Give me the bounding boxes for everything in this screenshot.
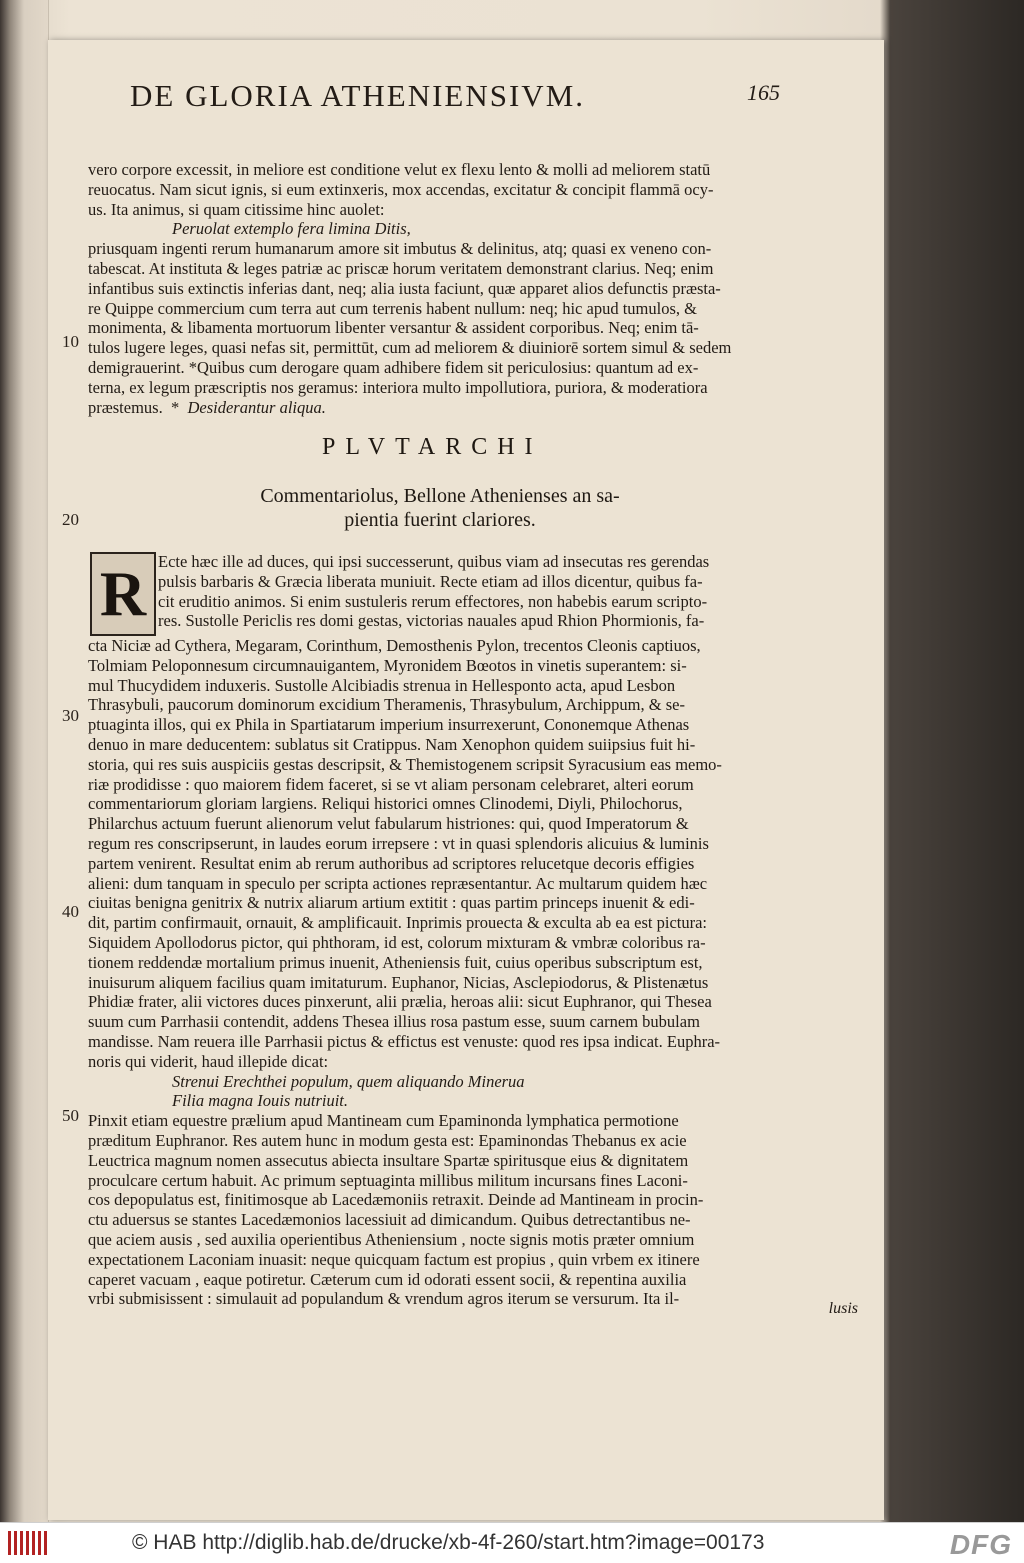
section-title: PLVTARCHI	[322, 434, 543, 460]
text-line: cit eruditio animos. Si enim sustuleris rerum effectores, non habebis earum scripto-	[158, 591, 708, 611]
margin-line-number: 30	[62, 706, 79, 725]
text-line: commentariorum gloriam largiens. Reliqui historici omnes Clinodemi, Diyli, Philochorus,	[88, 794, 683, 814]
text-line: denuo in mare deducentem: sublatus sit Cratippus. Nam Xenophon quidem suiipsius fuit hi-	[88, 734, 696, 754]
subtitle-line: pientia fuerint clariores.	[344, 509, 536, 531]
note-marker: *	[170, 397, 180, 417]
text-line: dit, partim confirmauit, ornauit, & amplificauit. Inprimis prouecta & exculta ab ea est pictura:	[88, 913, 708, 933]
margin-line-number: 20	[62, 510, 79, 529]
header-title: DE GLORIA ATHENIENSIVM.	[130, 78, 586, 113]
text-line: storia, qui res suis auspiciis gestas descripsit, & Themistogenem scripsit Syracusium eas memo-	[88, 754, 722, 774]
text-line: Siquidem Apollodorus pictor, qui phthoram, id est, colorum mixturam & vmbræ coloribus ra-	[88, 932, 706, 952]
text-block-indented	[158, 552, 782, 631]
margin-line-number: 40	[62, 902, 79, 921]
margin-line-number: 10	[62, 332, 79, 351]
text-line: monimenta, & libamenta mortuorum libenter versantur & assident corporibus. Neq; enim tā-	[88, 318, 699, 338]
text-block-one	[88, 160, 782, 417]
text-line: riæ prodidisse : quo maiorem fidem faceret, si se vt aliam personam celebraret, alteri eorum	[88, 774, 694, 794]
text-line: vrbi submisissent : simulauit ad populandum & vrendum agros iterum se versurum. Ita il-	[88, 1289, 680, 1309]
verse-line: Strenui Erechthei populum, quem aliquando Minerua	[172, 1071, 525, 1091]
drop-cap: R	[90, 552, 156, 636]
text-block-two	[88, 636, 782, 1309]
text-line: reuocatus. Nam sicut ignis, si eum extinxeris, mox accendas, excitatur & concipit flammā ocy-	[88, 179, 714, 199]
text-line: Ecte hæc ille ad duces, qui ipsi successerunt, quibus viam ad insecutas res gerendas	[158, 552, 710, 571]
text-line: proculcare certum habuit. Ac primum septuaginta millibus militum incursans fines Laconi-	[88, 1170, 688, 1190]
editorial-note: Desiderantur aliqua.	[187, 397, 326, 417]
text-line: re Quippe commercium cum terra aut cum terrenis habent nullum: neq; hic apud tumulos, &	[88, 298, 697, 318]
text-line: tulos lugere leges, quasi nefas sit, permittūt, cum ad meliorem & diuiniorē sortem simul & sedem	[88, 338, 732, 358]
text-line: Thrasybuli, paucorum dominorum excidium Theramenis, Thrasybulum, Archippum, & se-	[88, 695, 685, 715]
text-line: tabescat. At instituta & leges patriæ ac priscæ horum veritatem demonstrant clarius. Neq; enim	[88, 258, 714, 278]
text-line: regum res conscripserunt, in laudes eorum irrepsere : vt in quasi splendoris alicuius & luminis	[88, 833, 709, 853]
text-line: noris qui viderit, haud illepide dicat:	[88, 1051, 329, 1071]
text-line: ctu aduersus se stantes Lacedæmonios lacessiuit ad dimicandum. Quibus detrectantibus ne-	[88, 1210, 691, 1230]
text-line: us. Ita animus, si quam citissime hinc auolet:	[88, 199, 385, 219]
text-line: Phidiæ frater, alii victores duces pinxerunt, alii prælia, heroas alii: sicut Euphranor, qui Thesea	[88, 992, 712, 1012]
text-line	[88, 398, 782, 418]
text-line: que aciem ausis , sed auxilia operientibus Atheniensium , nocte signis motis præter omnium	[88, 1229, 695, 1249]
section-subtitle	[230, 484, 650, 532]
text-line: vero corpore excessit, in meliore est conditione velut ex flexu lento & molli ad meliorem statū	[88, 160, 711, 179]
text-line: ptuaginta illos, qui ex Phila in Spartiatarum imperium insurrexerunt, Cononemque Athenas	[88, 715, 690, 735]
text-line: mandisse. Nam reuera ille Parrhasii pictus & effictus est venuste: quod res ipsa indicat. Euphra-	[88, 1031, 721, 1051]
text-line: res. Sustolle Periclis res domi gestas, victorias nauales apud Rhion Phormionis, fa-	[158, 611, 705, 631]
text-line: partem venirent. Resultat enim ab rerum authoribus ad scriptores relucetque decoris effigies	[88, 853, 695, 873]
text-line: Leuctrica magnum nomen assecutus abiecta insultare Spartæ spiritusque eius & dignitatem	[88, 1150, 689, 1170]
text-line: pulsis barbaris & Græcia liberata muniuit. Recte etiam ad illos dicentur, quibus fa-	[158, 571, 703, 591]
text-line: Tolmiam Peloponnesum circumnauigantem, Myronidem Bœotos in vinetis superantem: si-	[88, 655, 687, 675]
text-line: infantibus suis extinctis inferias dant, neq; alia iusta faciunt, quæ apparet alios defunctis præsta-	[88, 278, 721, 298]
verse-line: Filia magna Iouis nutriuit.	[172, 1091, 349, 1111]
hab-logo-icon	[8, 1531, 48, 1555]
text-line: cos depopulatus est, finitimosque ab Lacedæmoniis retraxit. Deinde ad Mantineam in procin-	[88, 1190, 704, 1210]
text-line: alieni: dum tanquam in speculo per scripta actiones repræsentantur. Ac multarum quidem hæc	[88, 873, 708, 893]
text-line: ciuitas benigna genitrix & nutrix aliarum artium extitit : quas partim princeps inuenit & edi-	[88, 893, 695, 913]
copyright-url: © HAB http://diglib.hab.de/drucke/xb-4f-260/start.htm?image=00173	[132, 1531, 765, 1554]
dfg-logo: DFG	[949, 1529, 1012, 1560]
text-line: mul Thucydidem induxeris. Sustolle Alcibiadis strenua in Hellesponto acta, apud Lesbon	[88, 675, 676, 695]
text-line: cta Niciæ ad Cythera, Megaram, Corinthum, Demosthenis Pylon, trecentos Cleonis captiuos,	[88, 636, 701, 655]
subtitle-line: Commentariolus, Bellone Athenienses an sa-	[260, 485, 620, 507]
text-line: Philarchus actuum fuerunt alienorum velut fabularum histriones: qui, quod Imperatorum &	[88, 814, 689, 834]
text-line: priusquam ingenti rerum humanarum amore sit imbutus & delinitus, atq; quasi ex veneno con-	[88, 239, 712, 259]
page-number: 165	[747, 80, 780, 105]
text-line: præditum Euphranor. Res autem hunc in modum gesta est: Epaminondas Thebanus ex acie	[88, 1130, 687, 1150]
text-line: tionem reddendæ mortalium primus inuenit, Atheniensis fuit, cuius operibus subscriptum est,	[88, 952, 703, 972]
verse-line: Peruolat extemplo fera limina Ditis,	[172, 219, 411, 239]
text-line: Pinxit etiam equestre prælium apud Mantineam cum Epaminonda lymphatica permotione	[88, 1111, 679, 1131]
previous-page-edge	[0, 0, 49, 1522]
text-line: terna, ex legum præscriptis nos geramus: interiora multo impollutiora, puriora, & moderatiora	[88, 377, 708, 397]
text-fragment: præstemus.	[88, 397, 163, 417]
viewer-footer	[0, 1522, 1024, 1563]
catchword: lusis	[828, 1300, 858, 1317]
text-line: caperet vacuam , eaque potiretur. Cæterum cum id odorati essent socii, & repentina auxilia	[88, 1269, 687, 1289]
text-line: suum cum Parrhasii contendit, addens Thesea illius rosa pastum esse, suum carnem bubulam	[88, 1012, 700, 1032]
text-line: demigrauerint. *Quibus cum derogare quam adhibere fidem sit periculosius: quantum ad ex-	[88, 357, 699, 377]
running-header	[130, 78, 780, 122]
text-line: inuisurum aliquem facilius quam imitaturum. Euphanor, Nicias, Asclepiodorus, & Plistenætus	[88, 972, 709, 992]
text-line: expectationem Laconiam inuasit: neque quicquam factum est propius , quin vrbem ex itinere	[88, 1249, 700, 1269]
margin-line-number: 50	[62, 1106, 79, 1125]
